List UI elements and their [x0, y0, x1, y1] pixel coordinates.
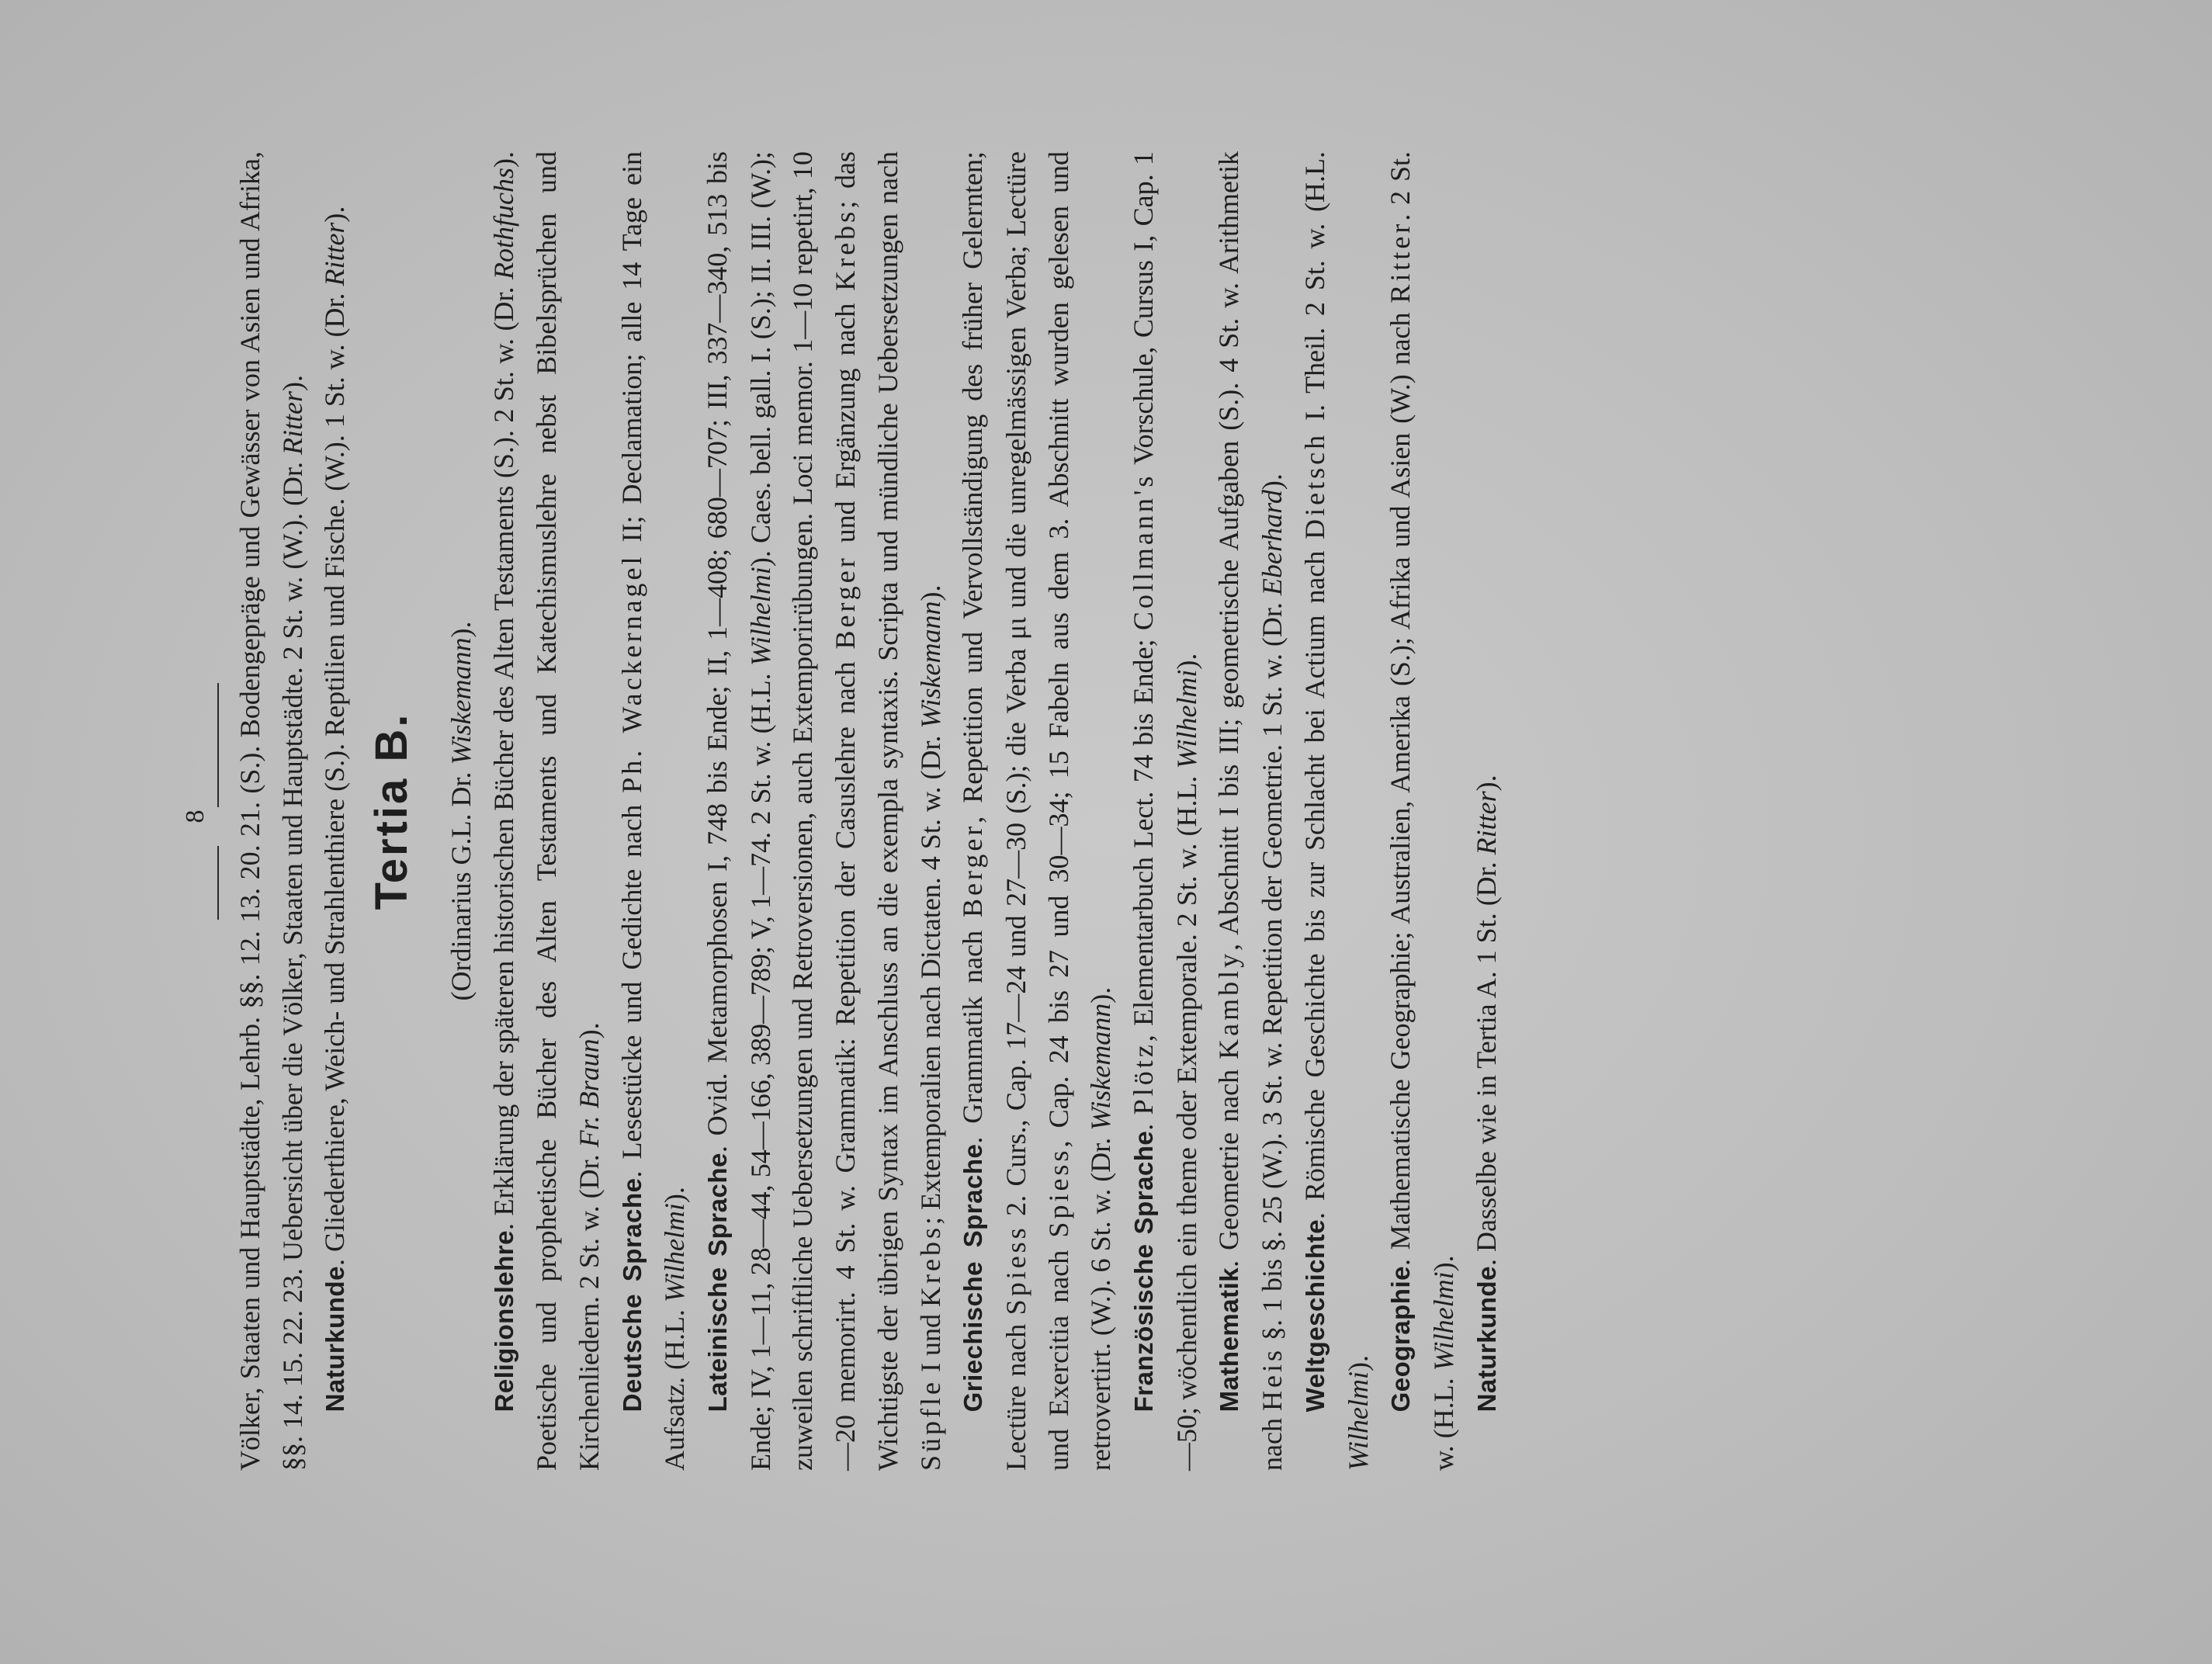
mathematik-paragraph: Mathematik. Geometrie nach Kambly, Abschnitt I bis III; geometrische Aufgaben (S.). 4 St. w. Arithmetik nach Heis §. 1 bis §. 25 (W.). 3 St. w. Repetition der Geometrie. 1 St. w. (Dr. Eberhard).	[1213, 151, 1288, 1471]
franzoesisch-paragraph: Französische Sprache. Plötz, Elementarbuch Lect. 74 bis Ende; Collmann's Vorschule, Cursus I, Cap. 1—50; wöchentlich ein theme oder Extemporale. 2 St. w. (H.L. Wilhelmi).	[1128, 151, 1202, 1471]
rotated-page-text	[229, 151, 1508, 1471]
class-title: Tertia B.	[366, 712, 418, 910]
subject-heading: Religionslehre	[489, 1230, 518, 1413]
subject-heading: Naturkunde	[321, 1266, 350, 1413]
header-rule-right	[217, 846, 219, 920]
subject-heading: Weltgeschichte	[1300, 1219, 1330, 1413]
subject-heading: Deutsche Sprache	[617, 1177, 647, 1413]
subject-heading: Geographie	[1386, 1266, 1416, 1413]
intro-naturkunde-paragraph: Naturkunde. Gliederthiere, Weich- und Strahlenthiere (S.). Reptilien und Fische. (W.). 1 St. w. (Dr. Ritter).	[319, 206, 351, 1413]
naturkunde-paragraph: Naturkunde. Dasselbe wie in Tertia A. 1 St. (Dr. Ritter).	[1470, 775, 1502, 1413]
page-number: 8	[181, 809, 210, 823]
subject-heading: Französische Sprache	[1129, 1130, 1159, 1413]
subject-heading: Mathematik	[1215, 1267, 1244, 1413]
subject-heading: Lateinische Sprache	[703, 1153, 733, 1413]
griechisch-paragraph: Griechische Sprache. Grammatik nach Berger, Repetition und Vervollständigung des früher Gelernten; Lectüre nach Spiess 2. Curs., Cap. 17—24 und 27—30 (S.); die Verba μι und die unregelmässigen Verba; Lectüre und Exercitia nach Spiess, Cap. 24 bis 27 und 30—34; 15 Fabeln aus dem 3. Abschnitt wurden gelesen und retrovertirt. (W.). 6 St. w. (Dr. Wiskemann).	[957, 151, 1117, 1471]
ordinarius-line: (Ordinarius G.L. Dr. Wiskemann).	[445, 621, 477, 1001]
subject-heading: Naturkunde	[1472, 1266, 1501, 1413]
subject-heading: Griechische Sprache	[959, 1143, 988, 1413]
weltgeschichte-paragraph: Weltgeschichte. Römische Geschichte bis zur Schlacht bei Actium nach Dietsch I. Theil. 2 St. w. (H.L. Wilhelmi).	[1298, 151, 1374, 1471]
header-rule-left	[217, 683, 219, 807]
class-title-box	[357, 151, 440, 1471]
geographie-paragraph: Geographie. Mathematische Geographie; Australien, Amerika (S.); Afrika und Asien (W.) nach Ritter. 2 St. w. (H.L. Wilhelmi).	[1385, 151, 1459, 1471]
intro-geography-paragraph: Völker, Staaten und Hauptstädte, Lehrb. §§. 12. 13. 20. 21. (S.). Bodengepräge und Gewässer von Asien und Afrika, §§. 14. 15. 22. 23. Uebersicht über die Völker, Staaten und Hauptstädte. 2 St. w. (W.). (Dr. Ritter).	[234, 151, 308, 1471]
religion-paragraph: Religionslehre. Erklärung der späteren historischen Bücher des Alten Testaments (S.). 2 St. w. (Dr. Rothfuchs). Poetische und prophetische Bücher des Alten Testaments und Katechismuslehre nebst Bibelsprüchen und Kirchenliedern. 2 St. w. (Dr. Fr. Braun).	[487, 151, 605, 1471]
deutsch-paragraph: Deutsche Sprache. Lesestücke und Gedichte nach Ph. Wackernagel II; Declamation; alle 14 Tage ein Aufsatz. (H.L. Wilhelmi).	[615, 151, 691, 1471]
latein-paragraph: Lateinische Sprache. Ovid. Metamorphosen I, 748 bis Ende; II, 1—408; 680—707; III, 337—340, 513 bis Ende; IV, 1—11, 28—44, 54—166, 389—789; V, 1—74. 2 St. w. (H.L. Wilhelmi). Caes. bell. gall. I. (S.); II. III. (W.); zuweilen schriftliche Uebersetzungen und Retroversionen, auch Extemporirübungen. Loci memor. 1—10 repetirt, 10—20 memorirt. 4 St. w. Grammatik: Repetition der Casuslehre nach Berger und Ergänzung nach Krebs; das Wichtigste der übrigen Syntax im Anschluss an die exempla syntaxis. Scripta und mündliche Uebersetzungen nach Süpfle I und Krebs; Extemporalien nach Dictaten. 4 St. w. (Dr. Wiskemann).	[702, 151, 946, 1471]
